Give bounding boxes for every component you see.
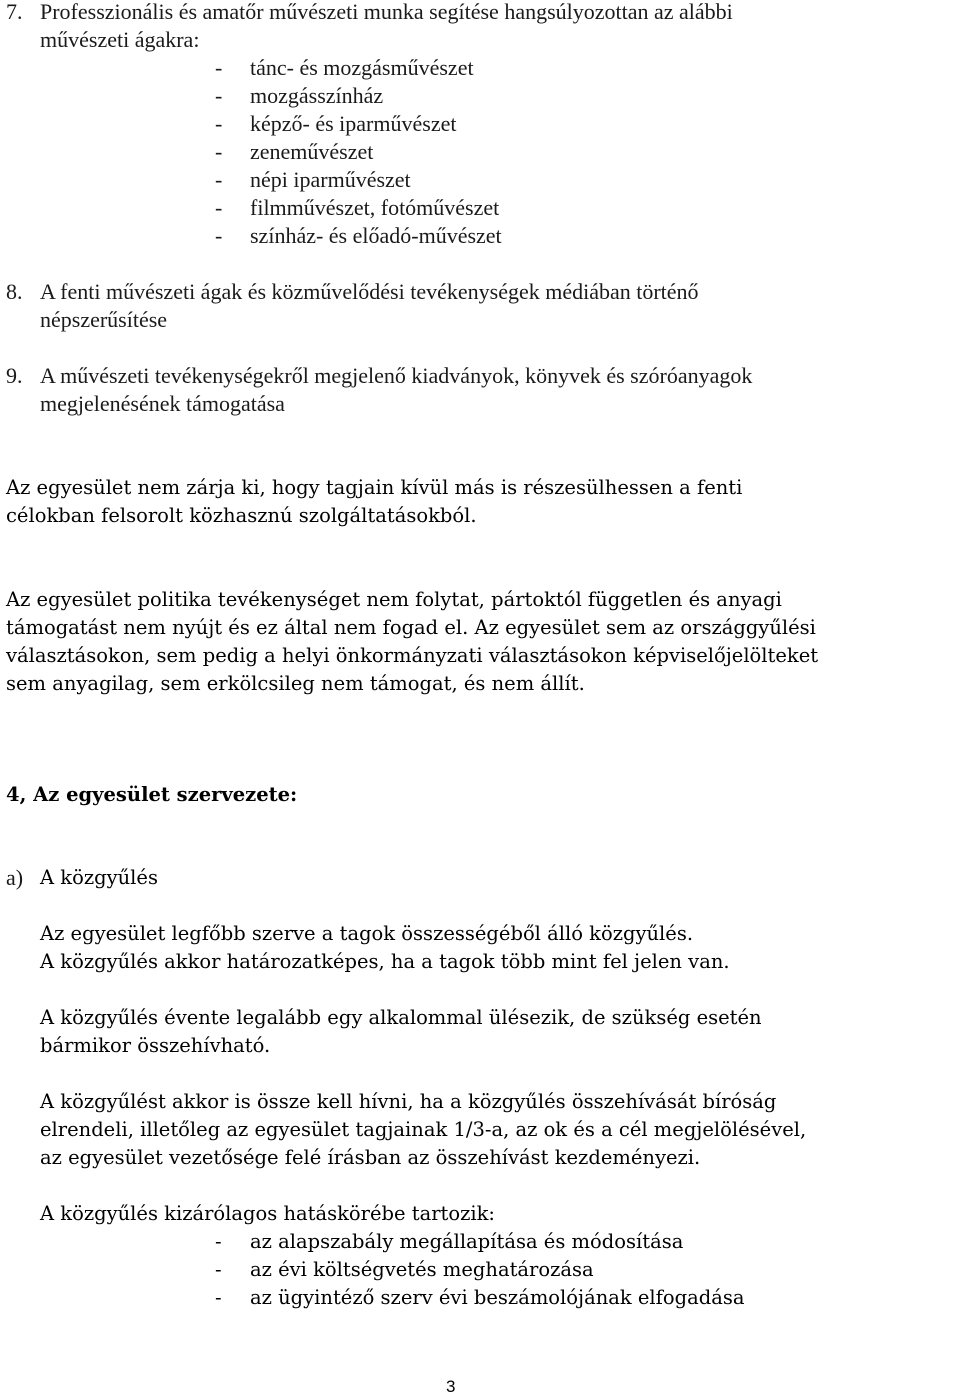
paragraph-line: Az egyesület nem zárja ki, hogy tagjain kívül más is részesülhessen a fenti	[6, 476, 743, 499]
list-dash: -	[215, 139, 223, 164]
body-line: A közgyűlés kizárólagos hatáskörébe tartozik:	[40, 1202, 496, 1225]
list-item: az évi költségvetés meghatározása	[250, 1258, 594, 1281]
body-line: A közgyűlés akkor határozatképes, ha a tagok több mint fel jelen van.	[40, 950, 730, 973]
item-7-text-line: művészeti ágakra:	[40, 27, 200, 52]
list-item: színház- és előadó-művészet	[250, 223, 502, 248]
paragraph-line: Az egyesület politika tevékenységet nem folytat, pártoktól független és anyagi	[6, 588, 782, 611]
item-7-number: 7.	[6, 0, 23, 24]
page-number: 3	[446, 1377, 456, 1396]
list-dash: -	[215, 195, 223, 220]
list-item: mozgásszínház	[250, 83, 384, 108]
body-line: az egyesület vezetősége felé írásban az összehívást kezdeményezi.	[40, 1146, 701, 1169]
body-line: bármikor összehívható.	[40, 1034, 271, 1057]
item-9-text-line: A művészeti tevékenységekről megjelenő kiadványok, könyvek és szóróanyagok	[40, 363, 753, 388]
body-line: Az egyesület legfőbb szerve a tagok összességéből álló közgyűlés.	[40, 922, 694, 945]
list-item: tánc- és mozgásművészet	[250, 55, 474, 80]
list-item: képző- és iparművészet	[250, 111, 457, 136]
list-dash: -	[215, 83, 223, 108]
list-dash: -	[215, 1258, 222, 1281]
list-item: az alapszabály megállapítása és módosítása	[250, 1230, 684, 1253]
subsection-letter: a)	[6, 865, 24, 890]
list-item: az ügyintéző szerv évi beszámolójának elfogadása	[250, 1286, 745, 1309]
body-line: elrendeli, illetőleg az egyesület tagjainak 1/3-a, az ok és a cél megjelölésével,	[40, 1118, 807, 1141]
list-item: filmművészet, fotóművészet	[250, 195, 500, 220]
list-dash: -	[215, 1230, 222, 1253]
paragraph-line: célokban felsorolt közhasznú szolgáltatásokból.	[6, 504, 477, 527]
list-dash: -	[215, 167, 223, 192]
item-7-text-line: Professzionális és amatőr művészeti munka segítése hangsúlyozottan az alábbi	[40, 0, 733, 24]
list-item: népi iparművészet	[250, 167, 411, 192]
item-9-text-line: megjelenésének támogatása	[40, 391, 285, 416]
item-8-text-line: A fenti művészeti ágak és közművelődési tevékenységek médiában történő	[40, 279, 699, 304]
paragraph-line: sem anyagilag, sem erkölcsileg nem támogat, és nem állít.	[6, 672, 585, 695]
item-8-text-line: népszerűsítése	[40, 307, 168, 332]
paragraph-line: támogatást nem nyújt és ez által nem fogad el. Az egyesület sem az országgyűlési	[6, 616, 816, 639]
paragraph-line: választásokon, sem pedig a helyi önkormányzati választásokon képviselőjelölteket	[6, 644, 819, 667]
body-line: A közgyűlést akkor is össze kell hívni, ha a közgyűlés összehívását bíróság	[40, 1090, 777, 1113]
list-item: zeneművészet	[250, 139, 374, 164]
item-9-number: 9.	[6, 363, 23, 388]
list-dash: -	[215, 111, 223, 136]
body-line: A közgyűlés évente legalább egy alkalommal ülésezik, de szükség esetén	[40, 1006, 762, 1029]
list-dash: -	[215, 55, 223, 80]
section-heading: 4, Az egyesület szervezete:	[6, 783, 298, 806]
list-dash: -	[215, 223, 223, 248]
subsection-title: A közgyűlés	[40, 866, 158, 889]
list-dash: -	[215, 1286, 222, 1309]
item-8-number: 8.	[6, 279, 23, 304]
